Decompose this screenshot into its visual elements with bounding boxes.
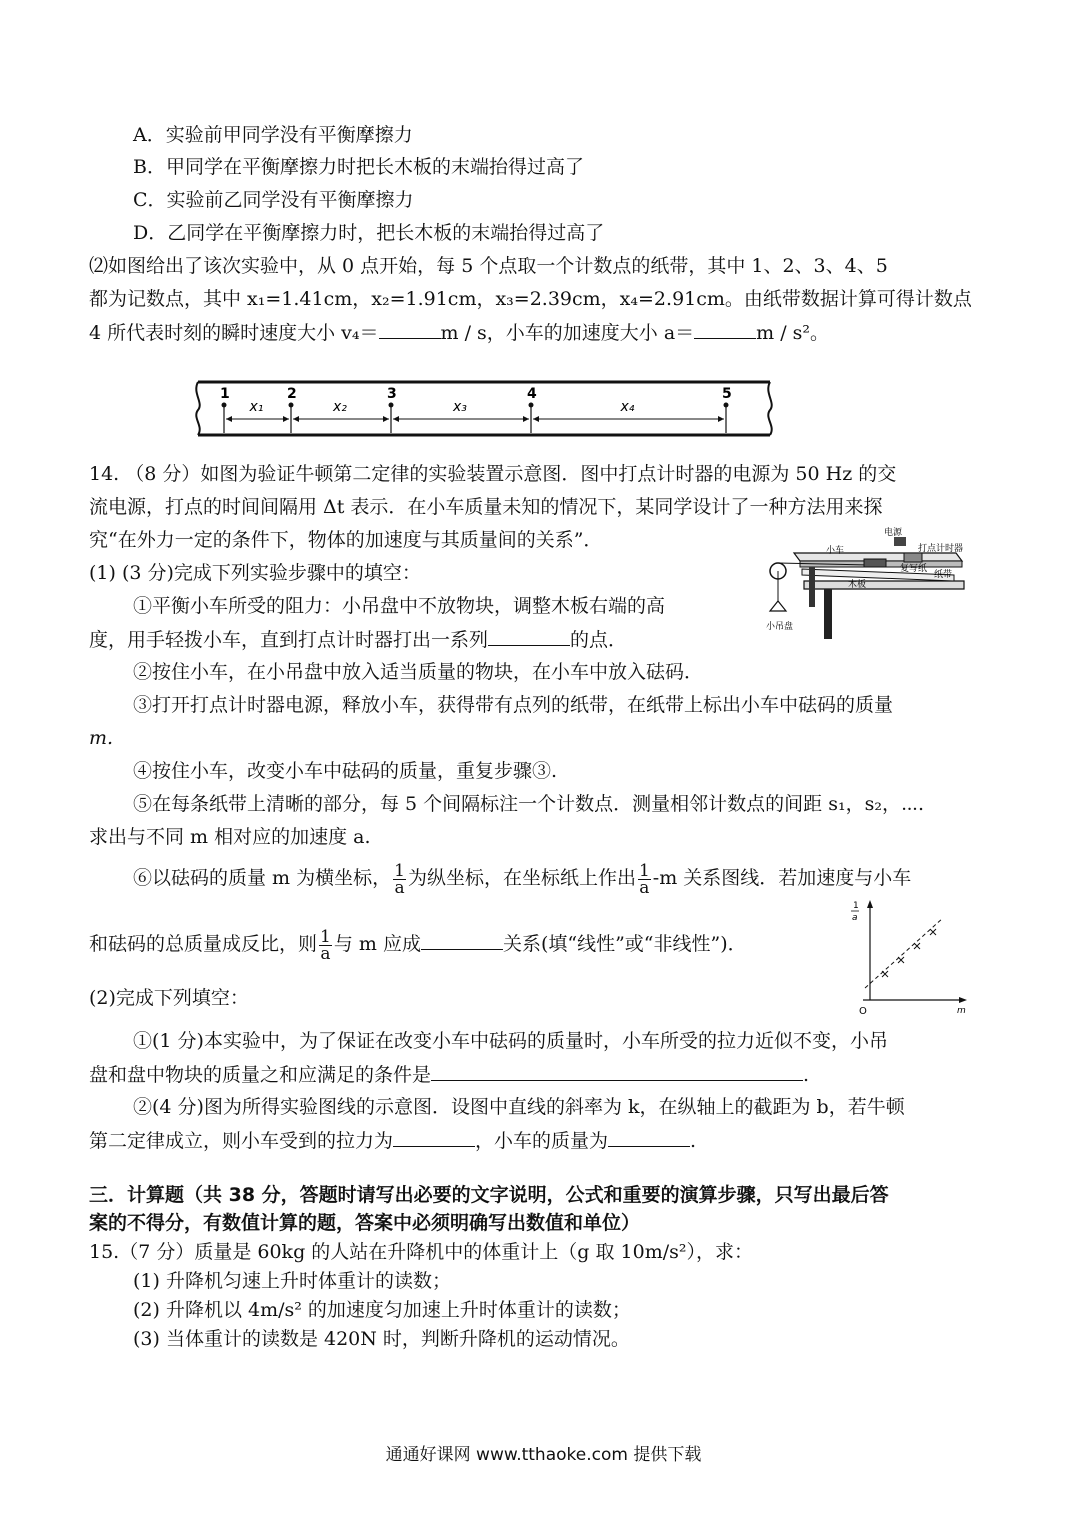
option-c: C．实验前乙同学没有平衡摩擦力 — [133, 189, 414, 211]
arrowhead-icon — [293, 416, 299, 422]
q14-part2-title: (2)完成下列填空： — [89, 987, 249, 1009]
section3-title-line1: 三．计算题（共 38 分，答题时请写出必要的文字说明，公式和重要的演算步骤，只写出最后答 — [89, 1184, 889, 1206]
label-tape: 纸带 — [934, 570, 953, 580]
label-car: 小车 — [826, 546, 845, 556]
q14-fill2-text1: 第二定律成立，则小车受到的拉力为 — [89, 1130, 394, 1152]
q14-fill1-a: ①(1 分)本实验中，为了保证在改变小车中砝码的质量时，小车所受的拉力近似不变，小吊 — [133, 1030, 888, 1052]
q14-step6-text2: 为纵坐标，在坐标纸上作出 — [407, 867, 636, 889]
answer-blank-v4[interactable] — [379, 320, 441, 339]
graph-data-point — [914, 943, 920, 949]
q13-text-a: 4 所代表时刻的瞬时速度大小 v₄＝ — [89, 322, 379, 344]
q14-fill1-end: . — [803, 1064, 810, 1086]
tape-point-label: 5 — [722, 386, 732, 402]
q15-part2: (2) 升降机以 4m/s² 的加速度匀加速上升时体重计的读数； — [133, 1299, 631, 1321]
q14-step6-text4: 和砝码的总质量成反比，则 — [89, 933, 318, 955]
answer-blank-a[interactable] — [694, 320, 756, 339]
q14-step5-b: 求出与不同 m 相对应的加速度 a. — [89, 826, 371, 848]
q14-step5-a: ⑤在每条纸带上清晰的部分，每 5 个间隔标注一个计数点．测量相邻计数点的间距 s₁，s₂，⋯. — [133, 793, 925, 815]
option-d: D．乙同学在平衡摩擦力时，把长木板的末端抬得过高了 — [133, 222, 605, 244]
arrowhead-icon — [393, 416, 399, 422]
answer-blank-mass[interactable] — [608, 1128, 690, 1147]
q14-step1-a: ①平衡小车所受的阻力：小吊盘中不放物块，调整木板右端的高 — [133, 595, 666, 617]
arrowhead-icon — [718, 416, 724, 422]
q14-step1-text: 度，用手轻拨小车，直到打点计时器打出一系列 — [89, 629, 489, 651]
answer-blank-relation[interactable] — [421, 931, 503, 950]
q14-step4: ④按住小车，改变小车中砝码的质量，重复步骤③. — [133, 760, 558, 782]
tape-segment-label: x₁ — [249, 399, 264, 415]
label-timer: 打点计时器 — [918, 544, 964, 554]
q15-stem: 15.（7 分）质量是 60kg 的人站在升降机中的体重计上（g 取 10m/s²），求： — [89, 1241, 753, 1263]
q14-part1-title: (1) (3 分)完成下列实验步骤中的填空： — [89, 562, 421, 584]
arrowhead-icon — [383, 416, 389, 422]
fraction-1-over-a: $\frac{1}{a}$ — [638, 860, 650, 898]
q14-fill2-b — [89, 1128, 696, 1153]
option-a: A．实验前甲同学没有平衡摩擦力 — [133, 124, 413, 146]
q14-step6-text5: 与 m 应成 — [333, 933, 421, 955]
q14-step3-a: ③打开打点计时器电源，释放小车，获得带有点列的纸带，在纸带上标出小车中砝码的质量 — [133, 694, 894, 716]
graph-1-over-a-vs-m — [845, 898, 975, 1016]
q14-step6-text3: -m 关系图线．若加速度与小车 — [652, 867, 912, 889]
q14-step3-var: m. — [89, 727, 114, 749]
graph-ylabel-den: a — [852, 913, 858, 923]
label-carbon-paper: 复写纸 — [900, 564, 928, 574]
q14-step1-end: 的点． — [570, 629, 628, 651]
q14-fill2-text2: ，小车的质量为 — [475, 1130, 609, 1152]
q14-line1: 14. （8 分）如图为验证牛顿第二定律的实验装置示意图．图中打点计时器的电源为 50 Hz 的交 — [89, 463, 897, 485]
answer-blank-force[interactable] — [393, 1128, 475, 1147]
answer-blank-dots[interactable] — [488, 627, 570, 646]
q14-fill1-text: 盘和盘中物块的质量之和应满足的条件是 — [89, 1064, 432, 1086]
q14-step3-b — [89, 726, 113, 750]
label-board: 木板 — [848, 580, 867, 590]
graph-data-point — [898, 957, 904, 963]
q14-step1-b — [89, 627, 627, 652]
q15-part3: (3) 当体重计的读数是 420N 时，判断升降机的运动情况。 — [133, 1328, 630, 1350]
tape-point-label: 4 — [527, 386, 537, 402]
tape-segment-label: x₃ — [453, 399, 467, 415]
q14-step6-text1: ⑥以砝码的质量 m 为横坐标， — [133, 867, 392, 889]
fraction-1-over-a: $\frac{1}{a}$ — [394, 860, 405, 898]
fraction-1-over-a: $\frac{1}{a}$ — [320, 926, 331, 964]
arrowhead-icon — [226, 416, 232, 422]
section3-title-line2: 案的不得分，有数值计算的题，答案中必须明确写出数值和单位） — [89, 1212, 641, 1234]
tape-point-label: 2 — [287, 386, 297, 402]
arrowhead-icon — [533, 416, 539, 422]
footer-credit: 通通好课网 www.tthaoke.com 提供下载 — [385, 1445, 702, 1465]
q14-line2: 流电源，打点的时间间隔用 Δt 表示．在小车质量未知的情况下，某同学设计了一种方法用来探 — [89, 496, 883, 518]
q13-text-c: m / s²。 — [756, 322, 830, 344]
q14-fill2-end: . — [690, 1130, 697, 1152]
tape-segment-label: x₂ — [333, 399, 347, 415]
answer-blank-condition[interactable] — [431, 1062, 803, 1081]
q14-line3: 究“在外力一定的条件下，物体的加速度与其质量间的关系”． — [89, 529, 603, 551]
q14-step6-b — [89, 924, 747, 964]
apparatus-diagram — [764, 525, 974, 643]
graph-origin: O — [859, 1006, 867, 1016]
q14-fill1-b — [89, 1062, 809, 1087]
q14-step6-a — [133, 858, 911, 898]
label-pan: 小吊盘 — [766, 622, 794, 632]
graph-xlabel: m — [957, 1006, 966, 1016]
q13-text-b: m / s，小车的加速度大小 a＝ — [440, 322, 695, 344]
q14-fill2-a: ②(4 分)图为所得实验图线的示意图．设图中直线的斜率为 k，在纵轴上的截距为 b，若牛顿 — [133, 1096, 905, 1118]
tape-segment-label: x₄ — [620, 399, 635, 415]
label-power: 电源 — [884, 528, 903, 538]
graph-data-point — [930, 929, 936, 935]
tape-point-label: 1 — [220, 386, 230, 402]
q13-part2-line2: 都为记数点，其中 x₁=1.41cm，x₂=1.91cm，x₃=2.39cm，x₄=2.91cm。由纸带数据计算可得计数点 — [89, 288, 972, 310]
arrowhead-icon — [523, 416, 529, 422]
q14-step2: ②按住小车，在小吊盘中放入适当质量的物块，在小车中放入砝码． — [133, 661, 704, 683]
graph-data-point — [882, 971, 888, 977]
option-b: B．甲同学在平衡摩擦力时把长木板的末端抬得过高了 — [133, 156, 584, 178]
graph-ylabel-num: 1 — [853, 901, 859, 911]
q13-part2-line3 — [89, 320, 829, 345]
paper-tape-figure — [190, 378, 780, 440]
q14-step6-text6: 关系(填“线性”或“非线性”)． — [502, 933, 747, 955]
q13-part2-line1: ⑵如图给出了该次实验中，从 0 点开始，每 5 个点取一个计数点的纸带，其中 1、2、3、4、5 — [89, 255, 888, 277]
q15-part1: (1) 升降机匀速上升时体重计的读数； — [133, 1270, 451, 1292]
tape-point-label: 3 — [387, 386, 397, 402]
arrowhead-icon — [283, 416, 289, 422]
